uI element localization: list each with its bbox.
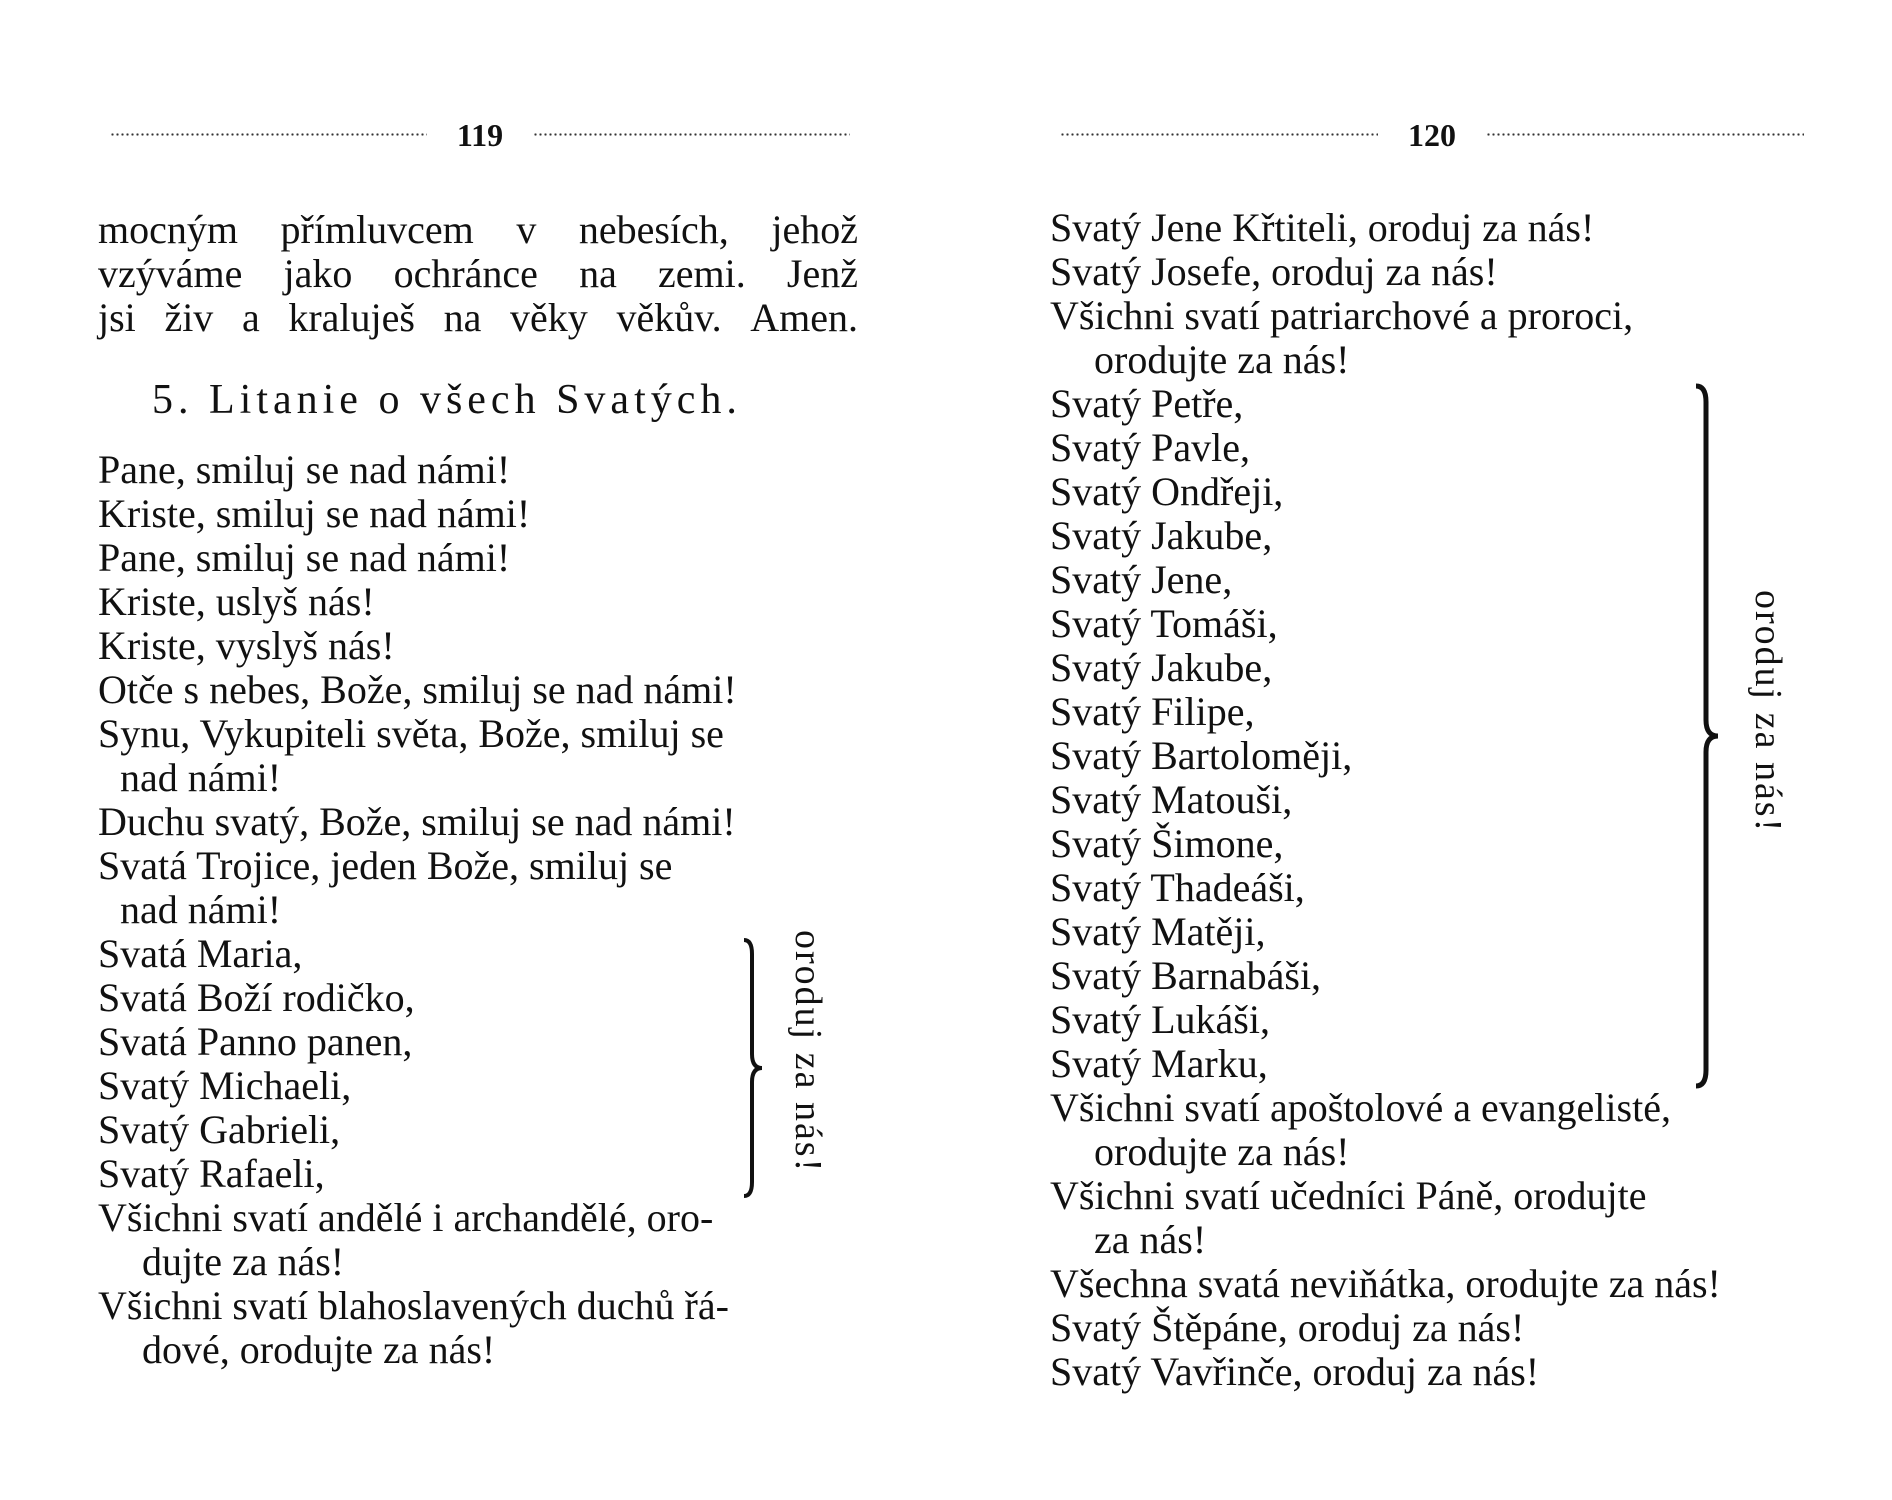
saint-line: Svatý Jakube, — [1050, 645, 1273, 690]
closing-line: Svatý Štěpáne, oroduj za nás! — [1050, 1305, 1525, 1350]
word: zemi. — [657, 251, 746, 296]
saint-line: Svatý Barnabáši, — [1050, 953, 1322, 998]
word: věky — [510, 295, 588, 340]
litany-line: Synu, Vykupiteli světa, Bože, smiluj se — [98, 711, 724, 756]
litany-line: Kriste, smiluj se nad námi! — [98, 491, 531, 536]
opening-line: Svatý Josefe, oroduj za nás! — [1050, 249, 1498, 294]
closing-line: Všichni svatí andělé i archandělé, oro- — [98, 1195, 714, 1240]
word: věkův. — [616, 295, 722, 340]
litany-body — [98, 448, 858, 1372]
litany-line: Duchu svatý, Bože, smiluj se nad námi! — [98, 799, 736, 844]
section-title: 5. Litanie o všech Svatých. — [152, 377, 742, 423]
saint-line: Svatý Filipe, — [1050, 689, 1255, 734]
text-line — [98, 208, 858, 252]
word: na — [579, 251, 617, 296]
page-header — [110, 110, 850, 160]
word: jehož — [771, 207, 858, 252]
saint-line: Svatý Marku, — [1050, 1041, 1268, 1086]
word: nebesích, — [578, 207, 729, 252]
word: vzýváme — [98, 251, 243, 296]
saint-line: Svatý Jakube, — [1050, 513, 1273, 558]
saint-line: Svatá Maria, — [98, 931, 303, 976]
saint-line: Svatý Jene, — [1050, 557, 1233, 602]
closing-line: Svatý Vavřinče, oroduj za nás! — [1050, 1349, 1540, 1394]
page-number: 119 — [456, 117, 504, 153]
word: na — [443, 295, 482, 340]
opening-line: orodujte za nás! — [1094, 337, 1350, 382]
saint-line: Svatý Bartoloměji, — [1050, 733, 1353, 778]
closing-line: Všichni svatí apoštolové a evangelisté, — [1050, 1085, 1671, 1130]
closing-line: dujte za nás! — [142, 1239, 345, 1284]
intro-paragraph — [98, 208, 858, 340]
saint-line: Svatý Matouši, — [1050, 777, 1293, 822]
word: přímluvcem — [280, 207, 474, 252]
litany-line: Pane, smiluj se nad námi! — [98, 447, 511, 492]
litany-line: Pane, smiluj se nad námi! — [98, 535, 511, 580]
saint-line: Svatý Rafaeli, — [98, 1151, 325, 1196]
closing-line: Všichni svatí blahoslavených duchů řá- — [98, 1283, 729, 1328]
text-line — [98, 252, 858, 296]
saint-line: Svatý Michaeli, — [98, 1063, 352, 1108]
word: ochránce — [393, 251, 538, 296]
word: Jenž — [786, 251, 858, 296]
saint-line: Svatý Šimone, — [1050, 821, 1284, 866]
dotted-rule — [1486, 130, 1804, 140]
text-line — [98, 296, 858, 340]
litany-line: nad námi! — [120, 755, 282, 800]
saint-line: Svatý Petře, — [1050, 381, 1244, 426]
page-number: 120 — [1408, 117, 1456, 153]
litany-line: Kriste, uslyš nás! — [98, 579, 375, 624]
word: kraluješ — [288, 295, 415, 340]
word: a — [241, 295, 260, 340]
saint-line: Svatý Pavle, — [1050, 425, 1250, 470]
saint-line: Svatý Gabrieli, — [98, 1107, 341, 1152]
litany-line: Svatá Trojice, jeden Bože, smiluj se — [98, 843, 673, 888]
saint-line: Svatá Panno panen, — [98, 1019, 413, 1064]
dotted-rule — [1060, 130, 1378, 140]
closing-line: Všichni svatí učedníci Páně, orodujte — [1050, 1173, 1647, 1218]
saint-line: Svatý Thadeáši, — [1050, 865, 1305, 910]
saint-line: Svatý Matěji, — [1050, 909, 1266, 954]
saint-line: Svatý Tomáši, — [1050, 601, 1278, 646]
litany-line: Otče s nebes, Bože, smiluj se nad námi! — [98, 667, 737, 712]
saint-line: Svatý Ondřeji, — [1050, 469, 1284, 514]
dotted-rule — [110, 130, 427, 140]
saint-line: Svatý Lukáši, — [1050, 997, 1270, 1042]
opening-line: Svatý Jene Křtiteli, oroduj za nás! — [1050, 205, 1595, 250]
word: mocným — [98, 207, 238, 252]
opening-line: Všichni svatí patriarchové a proroci, — [1050, 293, 1634, 338]
litany-line: Kriste, vyslyš nás! — [98, 623, 395, 668]
closing-line: Všechna svatá neviňátka, orodujte za nás! — [1050, 1261, 1721, 1306]
word: jsi — [98, 295, 136, 340]
response-label: oroduj za nás! — [787, 930, 829, 1174]
litany-line: nad námi! — [120, 887, 282, 932]
closing-line: dové, orodujte za nás! — [142, 1327, 496, 1372]
right-page — [946, 0, 1892, 1500]
dotted-rule — [533, 130, 850, 140]
closing-line: za nás! — [1094, 1217, 1207, 1262]
word: Amen. — [750, 295, 858, 340]
response-label: oroduj za nás! — [1747, 590, 1789, 834]
page-header — [1060, 110, 1804, 160]
closing-line: orodujte za nás! — [1094, 1129, 1350, 1174]
saint-line: Svatá Boží rodičko, — [98, 975, 415, 1020]
right-brace — [740, 936, 766, 1200]
right-brace — [1692, 382, 1722, 1090]
word: v — [516, 207, 537, 252]
word: jako — [283, 251, 353, 296]
word: živ — [164, 295, 214, 340]
